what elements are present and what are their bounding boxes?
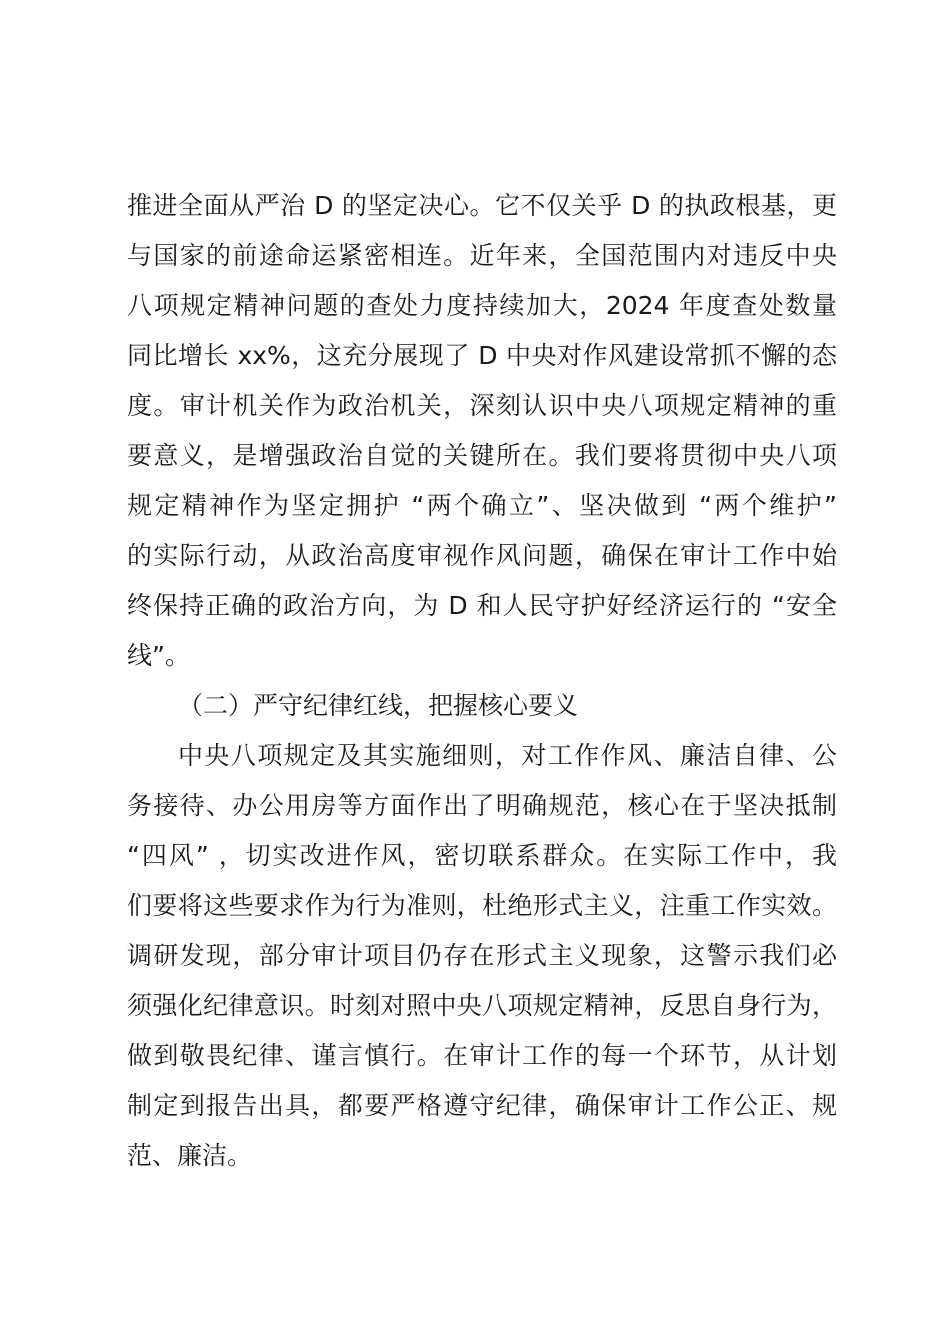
text-line: “四风” ，切实改进作风，密切联系群众。在实际工作中，我 xyxy=(127,841,837,870)
text-line: 的实际行动，从政治高度审视作风问题，确保在审计工作中始 xyxy=(127,541,837,570)
text-line: 须强化纪律意识。时刻对照中央八项规定精神，反思自身行为， xyxy=(127,991,837,1020)
text-line: 制定到报告出具，都要严格遵守纪律，确保审计工作公正、规 xyxy=(127,1091,837,1120)
text-line: 规定精神作为坚定拥护 “两个确立”、坚决做到 “两个维护” xyxy=(127,491,837,520)
text-line: 中央八项规定及其实施细则，对工作作风、廉洁自律、公 xyxy=(178,741,837,770)
text-line: 八项规定精神问题的查处力度持续加大，2024 年度查处数量 xyxy=(127,291,837,320)
text-line: 调研发现，部分审计项目仍存在形式主义现象，这警示我们必 xyxy=(127,941,837,970)
body-text xyxy=(127,181,837,1181)
text-line: 范、廉洁。 xyxy=(127,1141,253,1170)
text-line: 们要将这些要求作为行为准则，杜绝形式主义，注重工作实效。 xyxy=(127,891,837,920)
text-line: 度。审计机关作为政治机关，深刻认识中央八项规定精神的重 xyxy=(127,391,837,420)
text-line: 推进全面从严治 D 的坚定决心。它不仅关乎 D 的执政根基，更 xyxy=(127,191,837,220)
text-line: 务接待、办公用房等方面作出了明确规范，核心在于坚决抵制 xyxy=(127,791,837,820)
text-line: 要意义，是增强政治自觉的关键所在。我们要将贯彻中央八项 xyxy=(127,441,837,470)
text-line: 与国家的前途命运紧密相连。近年来，全国范围内对违反中央 xyxy=(127,241,837,270)
text-line: 同比增长 xx%，这充分展现了 D 中央对作风建设常抓不懈的态 xyxy=(127,341,837,370)
section-heading: （二）严守纪律红线，把握核心要义 xyxy=(178,691,579,720)
text-line: 终保持正确的政治方向，为 D 和人民守护好经济运行的 “安全 xyxy=(127,591,837,620)
text-line: 线”。 xyxy=(127,641,190,670)
text-line: 做到敬畏纪律、谨言慎行。在审计工作的每一个环节，从计划 xyxy=(127,1041,837,1070)
